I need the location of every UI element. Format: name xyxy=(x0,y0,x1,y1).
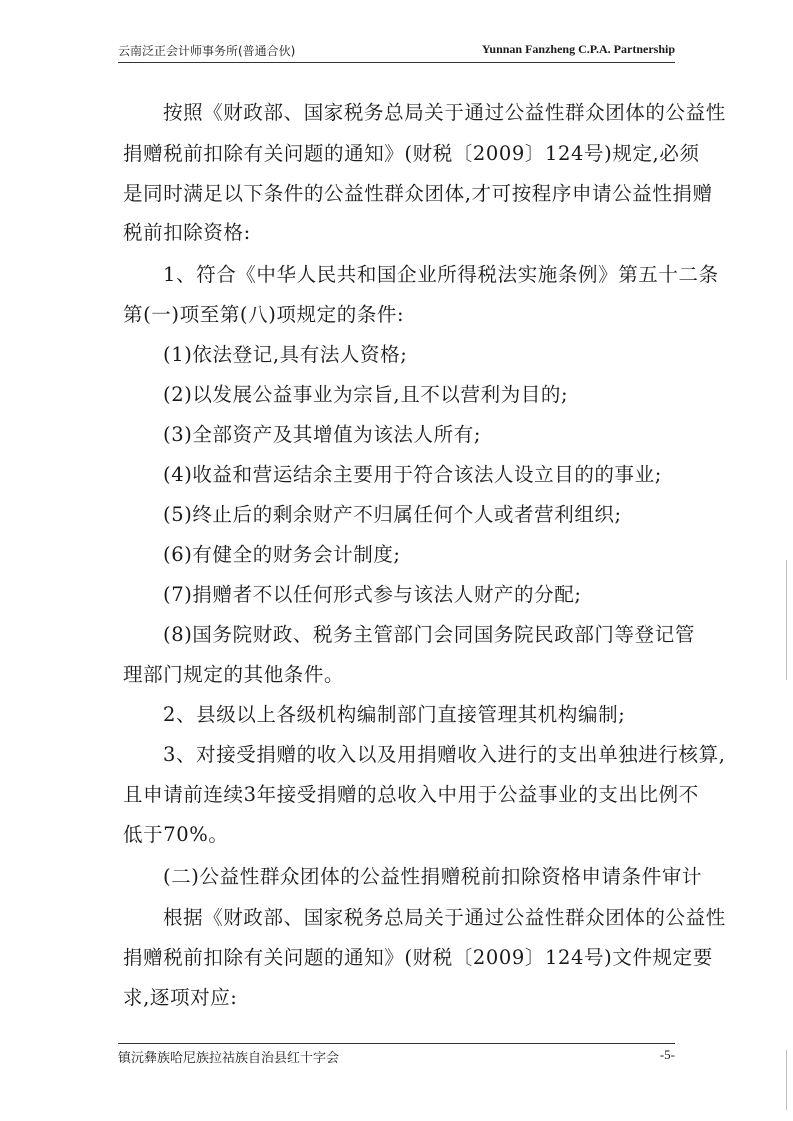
body-line: 求,逐项对应: xyxy=(123,986,238,1009)
header-firm-name: 云南泛正会计师事务所(普通合伙) xyxy=(118,44,296,58)
body-line: (2)以发展公益事业为宗旨,且不以营利为目的; xyxy=(163,383,569,406)
body-line: (二)公益性群众团体的公益性捐赠税前扣除资格申请条件审计 xyxy=(163,865,703,888)
body-line: 捐赠税前扣除有关问题的通知》(财税〔2009〕124号)规定,必须 xyxy=(123,142,700,165)
body-line: 按照《财政部、国家税务总局关于通过公益性群众团体的公益性 xyxy=(163,101,726,124)
page-number: -5- xyxy=(659,1047,675,1062)
body-line: 1、符合《中华人民共和国企业所得税法实施条例》第五十二条 xyxy=(163,263,719,286)
footer-org-name: 镇沅彝族哈尼族拉祜族自治县红十字会 xyxy=(118,1051,340,1066)
body-line: 捐赠税前扣除有关问题的通知》(财税〔2009〕124号)文件规定要 xyxy=(123,946,713,969)
body-line: 是同时满足以下条件的公益性群众团体,才可按程序申请公益性捐赠 xyxy=(123,182,713,205)
scan-artifact xyxy=(786,560,787,680)
page-footer xyxy=(118,1043,675,1068)
page-header xyxy=(118,40,675,63)
body-line: (7)捐赠者不以任何形式参与该法人财产的分配; xyxy=(163,583,582,606)
body-line: 低于70%。 xyxy=(123,823,229,846)
scan-artifact xyxy=(786,1050,787,1110)
body-line: (6)有健全的财务会计制度; xyxy=(163,543,401,566)
body-line: 且申请前连续3年接受捐赠的总收入中用于公益事业的支出比例不 xyxy=(123,783,699,806)
body-line: (8)国务院财政、税务主管部门会同国务院民政部门等登记管 xyxy=(163,623,695,646)
body-line: 理部门规定的其他条件。 xyxy=(123,663,345,686)
header-firm-name-en: Yunnan Fanzheng C.P.A. Partnership xyxy=(481,42,675,56)
body-line: 3、对接受捐赠的收入以及用捐赠收入进行的支出单独进行核算, xyxy=(163,743,726,766)
body-line: (1)依法登记,具有法人资格; xyxy=(163,343,408,366)
body-line: 第(一)项至第(八)项规定的条件: xyxy=(123,303,405,326)
body-line: 2、县级以上各级机构编制部门直接管理其机构编制; xyxy=(163,703,626,726)
body-line: (5)终止后的剩余财产不归属任何个人或者营利组织; xyxy=(163,503,622,526)
body-line: 税前扣除资格: xyxy=(123,221,251,244)
body-line: 根据《财政部、国家税务总局关于通过公益性群众团体的公益性 xyxy=(163,906,726,929)
body-line: (3)全部资产及其增值为该法人所有; xyxy=(163,423,481,446)
body-line: (4)收益和营运结余主要用于符合该法人设立目的的事业; xyxy=(163,463,662,486)
